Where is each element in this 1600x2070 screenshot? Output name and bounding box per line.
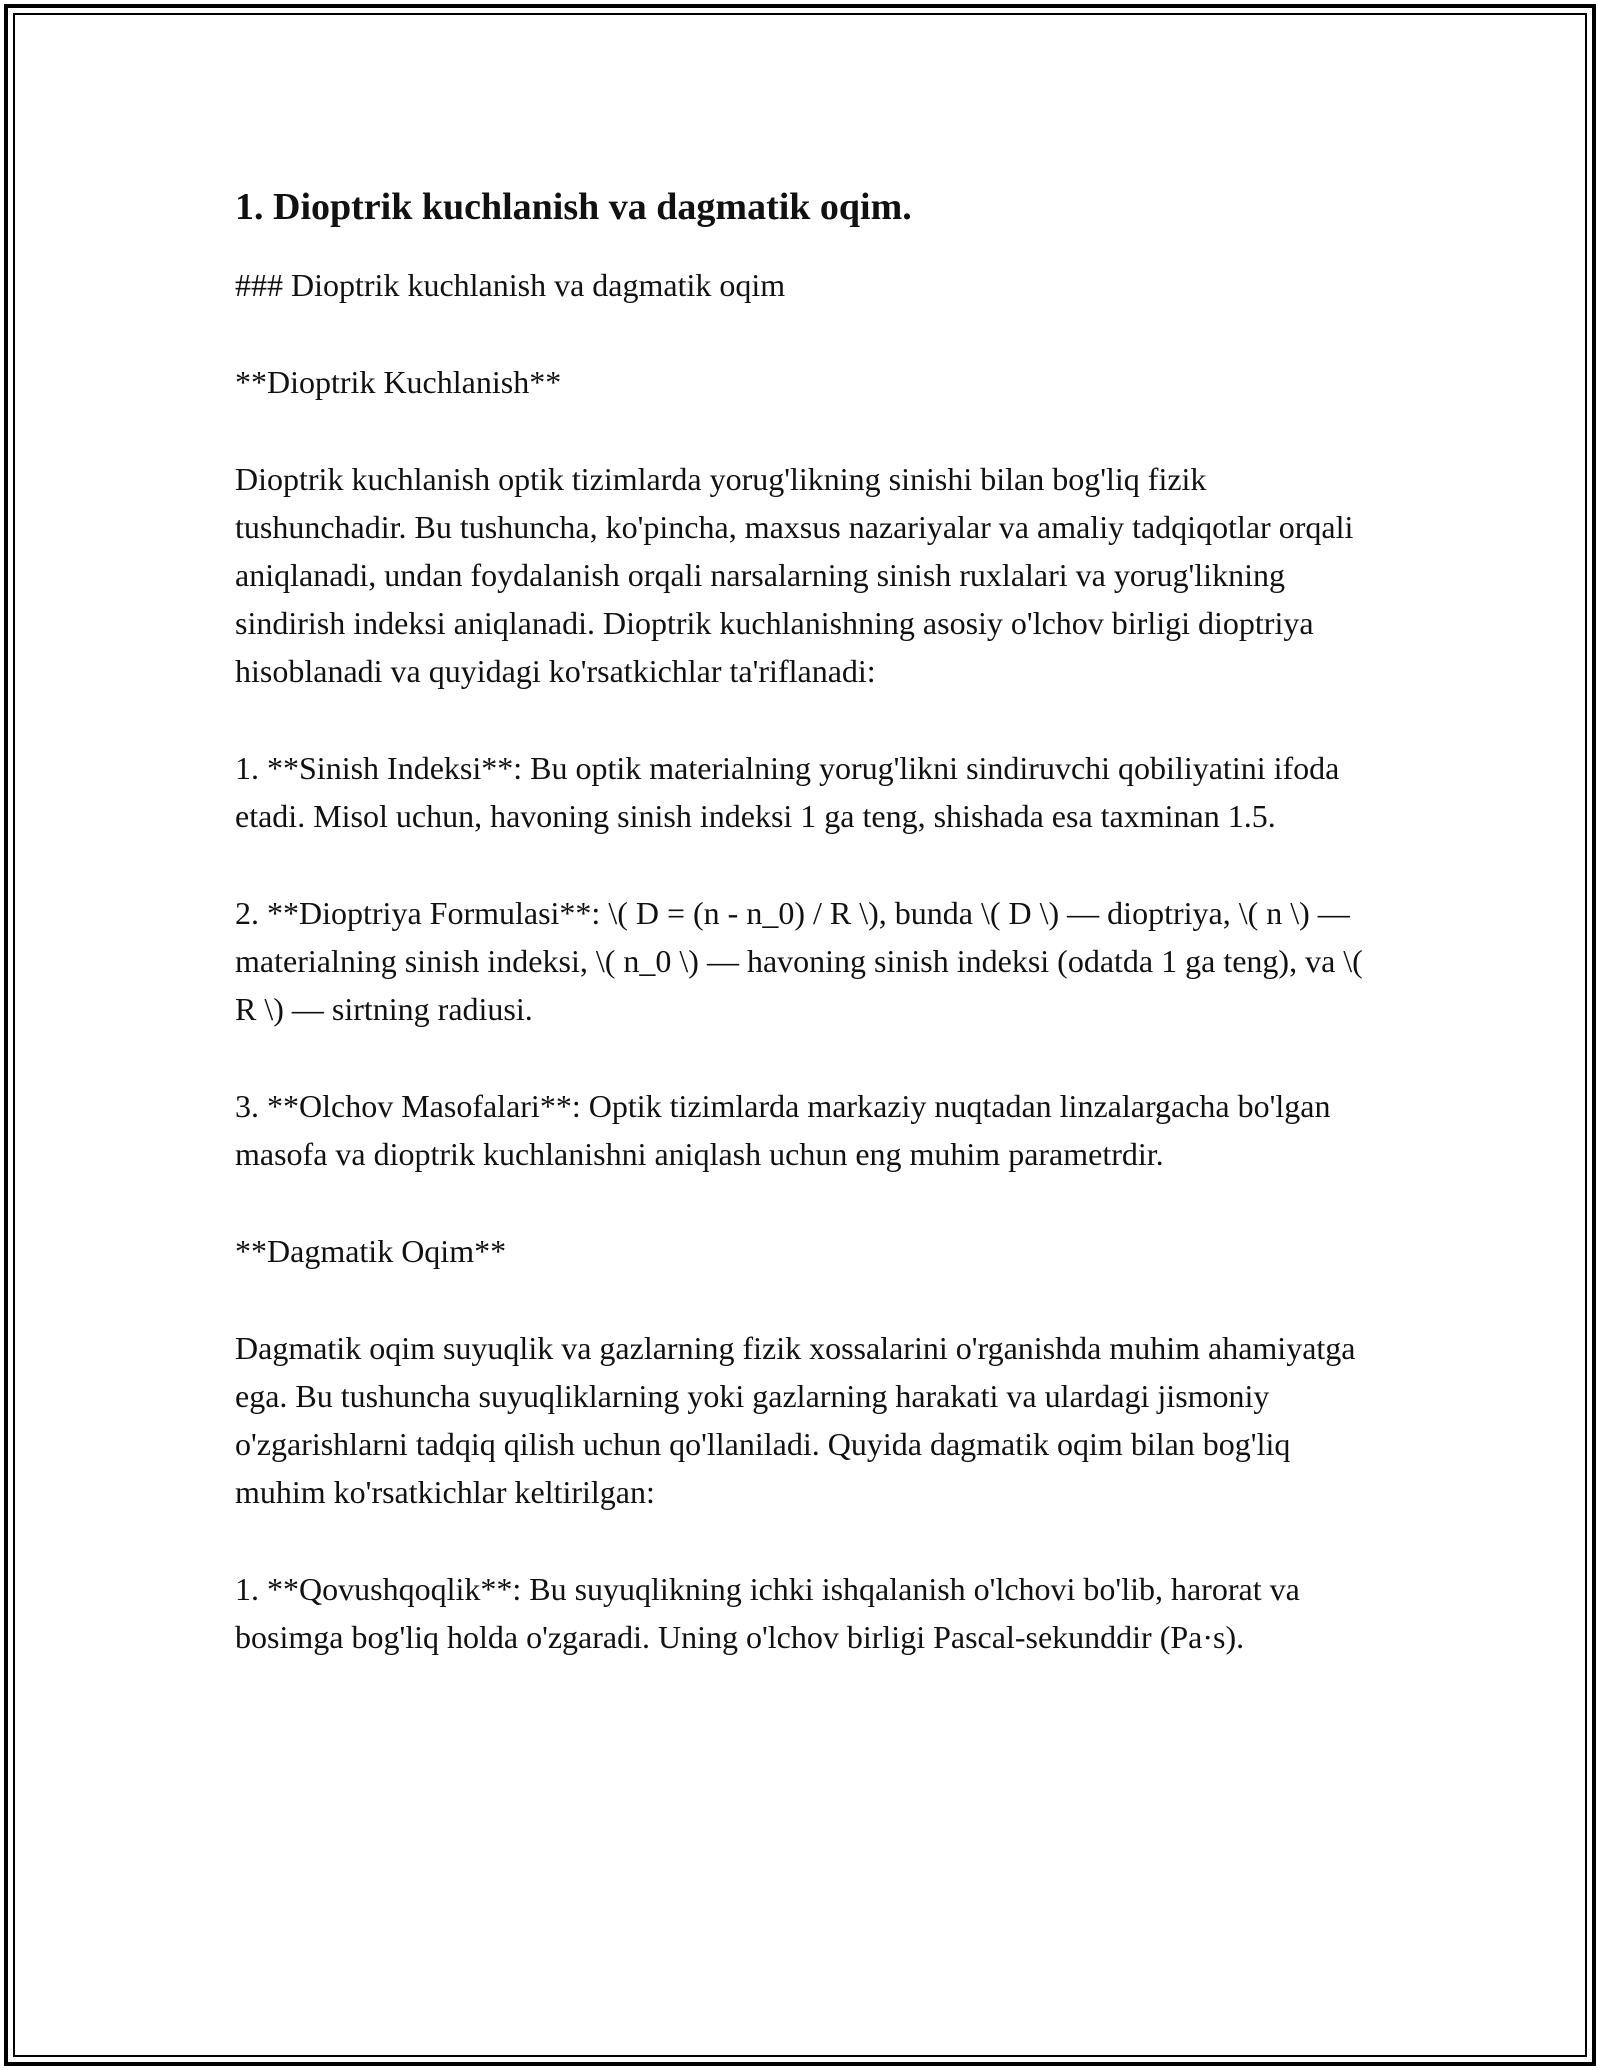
document-body: [235, 185, 1365, 1710]
list-item-olchov-masofalari: 3. **Olchov Masofalari**: Optik tizimlarda markaziy nuqtadan linzalargacha bo'lgan masofa va dioptrik kuchlanishni aniqlash uchun eng muhim parametrdir.: [235, 1087, 1331, 1172]
list-item-dioptriya-formulasi: 2. **Dioptriya Formulasi**: \( D = (n - n_0) / R \), bunda \( D \) — dioptriya, \( n \) — materialning sinish indeksi, \( n_0 \) — havoning sinish indeksi (odatda 1 ga teng), va \( R \) — sirtning radiusi.: [235, 894, 1363, 1027]
subheading-dioptrik-kuchlanish: **Dioptrik Kuchlanish**: [235, 363, 562, 400]
paragraph-dioptrik-intro: Dioptrik kuchlanish optik tizimlarda yorug'likning sinishi bilan bog'liq fizik tushunchadir. Bu tushuncha, ko'pincha, maxsus nazariyalar va amaliy tadqiqotlar orqali aniqlanadi, undan foydalanish orqali narsalarning sinish ruxlalari va yorug'likning sindirish indeksi aniqlanadi. Dioptrik kuchlanishning asosiy o'lchov birligi dioptriya hisoblanadi va quyidagi ko'rsatkichlar ta'riflanadi:: [235, 460, 1354, 689]
paragraph-dagmatik-intro: Dagmatik oqim suyuqlik va gazlarning fizik xossalarini o'rganishda muhim ahamiyatga ega. Bu tushuncha suyuqliklarning yoki gazlarning harakati va ulardagi jismoniy o'zgarishlarni tadqiq qilish uchun qo'llaniladi. Quyida dagmatik oqim bilan bog'liq muhim ko'rsatkichlar keltirilgan:: [235, 1329, 1356, 1510]
list-item-qovushqoqlik: 1. **Qovushqoqlik**: Bu suyuqlikning ichki ishqalanish o'lchovi bo'lib, harorat va bosimga bog'liq holda o'zgaradi. Uning o'lchov birligi Pascal-sekunddir (Pa·s).: [235, 1570, 1300, 1655]
list-item-sinish-indeksi: 1. **Sinish Indeksi**: Bu optik materialning yorug'likni sindiruvchi qobiliyatini ifoda etadi. Misol uchun, havoning sinish indeksi 1 ga teng, shishada esa taxminan 1.5.: [235, 749, 1340, 834]
subheading-dagmatik-oqim: **Dagmatik Oqim**: [235, 1232, 507, 1269]
section-heading-markdown: ### Dioptrik kuchlanish va dagmatik oqim: [235, 266, 786, 303]
document-title: 1. Dioptrik kuchlanish va dagmatik oqim.: [235, 186, 912, 228]
